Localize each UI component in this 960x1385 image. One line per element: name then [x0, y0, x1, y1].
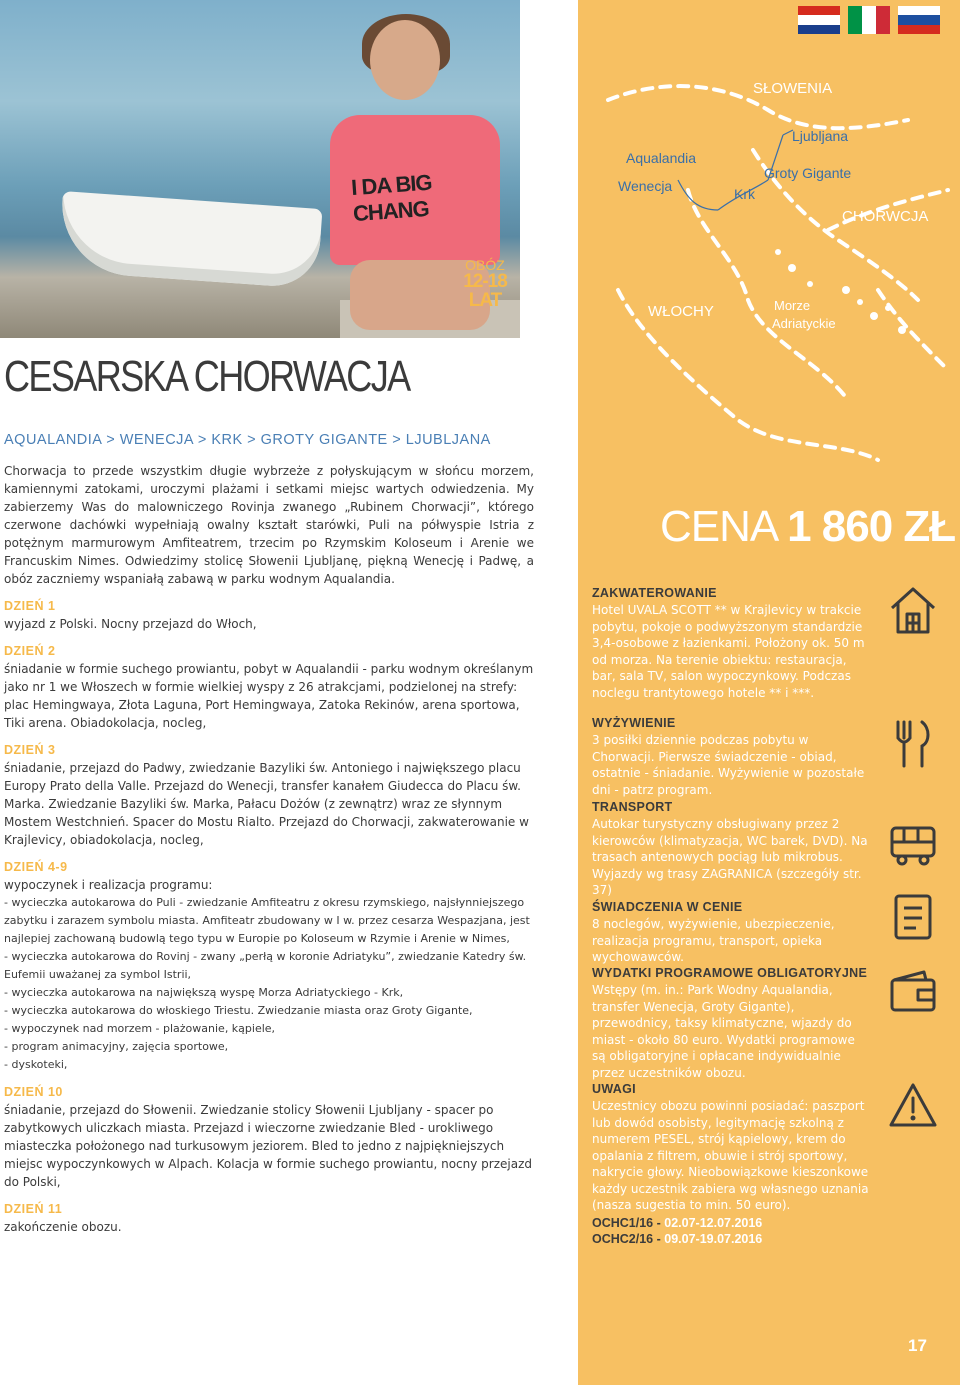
- day-4-9-line: - wycieczka autokarowa do włoskiego Triestu. Zwiedzanie miasta oraz Groty Gigante,: [4, 1004, 473, 1017]
- day-4-9-line: - program animacyjny, zajęcia sportowe,: [4, 1040, 229, 1053]
- day-10-label: DZIEŃ 10: [4, 1085, 63, 1099]
- section-title: ŚWIADCZENIA W CENIE: [592, 900, 743, 914]
- route-line: AQUALANDIA > WENECJA > KRK > GROTY GIGANTE > LJUBLJANA: [4, 432, 491, 448]
- day-11-label: DZIEŃ 11: [4, 1202, 63, 1216]
- section-text: Hotel UVALA SCOTT ** w Krajlevicy w trakcie pobytu, pokoje o podwyższonym standardzie 3,4-osobowe z łazienkami. Położony ok. 50 m od morza. Na terenie obiektu: restauracja, bar, sala TV, salon wypoczynkowy. Podczas noclegu trantytowego hotele ** i ***.: [592, 603, 865, 700]
- checklist-icon: [888, 890, 938, 946]
- slovenia-flag-icon: [898, 6, 940, 34]
- page-title: CESARSKA CHORWACJA: [4, 352, 410, 401]
- page-number: 17: [908, 1336, 927, 1355]
- route-map: [578, 40, 960, 470]
- day-3-text: śniadanie, przejazd do Padwy, zwiedzanie Bazyliki św. Antoniego i największego placu Europy Prato della Valle. Przejazd do Wenecji, transfer kanałem Giudecca do Placu św. Marka. Zwiedzanie Bazyliki św. Marka, Pałacu Dożów (z zewnątrz) wraz ze słynnym Mostem Westchnień. Spacer do Mostu Rialto. Przejazd do Chorwacji, zakwaterowanie w Krajlevicy, obiadokolacja, nocleg,: [4, 761, 529, 847]
- map-label-ljubljana: Ljubljana: [792, 128, 849, 144]
- day-4-9-line: wypoczynek i realizacja programu:: [4, 878, 213, 892]
- fork-knife-icon: [888, 718, 938, 774]
- day-4-9-line: - wycieczka autokarowa na największą wyspę Morza Adriatyckiego - Krk,: [4, 986, 404, 999]
- term-code: OCHC1/16 -: [592, 1216, 665, 1230]
- section-title: ZAKWATEROWANIE: [592, 586, 717, 600]
- price-amount: 1 860 ZŁ: [787, 502, 956, 551]
- section-meals: [592, 716, 872, 798]
- map-label-krk: Krk: [734, 186, 755, 202]
- house-icon: [888, 584, 938, 640]
- italy-flag-icon: [848, 6, 890, 34]
- day-3-label: DZIEŃ 3: [4, 743, 56, 757]
- term-code: OCHC2/16 -: [592, 1232, 665, 1246]
- intro-paragraph: Chorwacja to przede wszystkim długie wybrzeże z połyskującym w słońcu morzem, kamiennymi zatokami, uroczymi plażami i setkami miejsc wartych odwiedzenia. My zabierzemy Was do malowniczego Rovinja zwanego „Rubinem Chorwacji”, którego czerwone dachówki wypełniają owalny kształt starówki, Puli na półwyspie Istria z potężnym marmurowym Amfiteatrem, trzecim po Rzymskim Koloseum i Arenie we Francuskim Nimes. Odwiedzimy stolicę Słowenii Ljubljanę, piękną Wenecję i Padwę, a obóz zaczniemy wspaniałą zabawą w parku wodnym Aqualandia.: [4, 464, 534, 586]
- warning-icon: [888, 1080, 938, 1136]
- day-4-9-label: DZIEŃ 4-9: [4, 860, 68, 874]
- term-dates: 02.07-12.07.2016: [664, 1216, 763, 1230]
- section-text: Autokar turystyczny obsługiwany przez 2 kierowców (klimatyzacja, WC barek, DVD). Na trasach antenowych pociąg lub mikrobus. Wyjazdy wg trasy ZAGRANICA (szczegóły str. 37): [592, 817, 868, 897]
- map-label-groty: Groty Gigante: [764, 165, 852, 181]
- section-accommodation: [592, 586, 872, 701]
- day-4-9-line: - wycieczka autokarowa do Rovinj - zwany „perłą w koronie Adriatyku”, zwiedzanie Katedry św. Eufemii uważanej za symbol Istrii,: [4, 950, 527, 981]
- croatia-flag-icon: [798, 6, 840, 34]
- day-2-label: DZIEŃ 2: [4, 644, 56, 658]
- section-notes: [592, 1082, 872, 1214]
- map-label-croatia: CHORWCJA: [842, 208, 929, 225]
- day-1-text: wyjazd z Polski. Nocny przejazd do Włoch,: [4, 617, 257, 631]
- section-title: UWAGI: [592, 1082, 636, 1096]
- day-1-label: DZIEŃ 1: [4, 599, 56, 613]
- badge-line1: OBÓZ: [465, 257, 505, 273]
- badge-line2: 12-18 LAT: [463, 271, 507, 311]
- section-included: [592, 900, 872, 966]
- day-11-text: zakończenie obozu.: [4, 1220, 122, 1234]
- shirt-print: I DA BIG CHANG: [350, 169, 433, 227]
- section-title: TRANSPORT: [592, 800, 673, 814]
- term-dates: 09.07-19.07.2016: [664, 1232, 763, 1246]
- map-label-aqualandia: Aqualandia: [626, 150, 697, 166]
- section-title: WYDATKI PROGRAMOWE OBLIGATORYJNE: [592, 966, 868, 980]
- day-4-9-line: - wypoczynek nad morzem - plażowanie, kąpiele,: [4, 1022, 276, 1035]
- wallet-icon: [888, 966, 938, 1022]
- map-label-wenecja: Wenecja: [618, 178, 673, 194]
- day-2-text: śniadanie w formie suchego prowiantu, pobyt w Aqualandii - parku wodnym określanym jako nr 1 we Włoszech w formie wielkiej wyspy z 26 atrakcjami, podzielonej na strefy: plac Hemingwaya, Złota Laguna, Port Hemingwaya, Zatoka Rekinów, arena sportowa, Tiki arena. Obiadokolacja, nocleg,: [4, 662, 534, 730]
- boat-image: [58, 191, 323, 289]
- price-prefix: CENA: [660, 502, 776, 551]
- section-text: Uczestnicy obozu powinni posiadać: paszport lub dowód osobisty, legitymację szkolną z numerem PESEL, strój kąpielowy, krem do opalania z filtrem, obuwie i strój sportowy, nakrycie głowy. Nieobowiązkowe kieszonkowe każdy uczestnik zabiera wg własnego uznania (nasza sugestia to min. 50 euro).: [592, 1099, 869, 1212]
- bus-icon: [888, 818, 938, 874]
- day-10-text: śniadanie, przejazd do Słowenii. Zwiedzanie stolicy Słowenii Ljubljany - spacer po zabytkowych uliczkach miasta. Przejazd i wieczorne zwiedzanie Bled - urokliwego miasteczka położonego nad turkusowym jeziorem. Bled to jedno z najpiękniejszych miejsc wypoczynkowych w Alpach. Kolacja w formie suchego prowiantu, nocny przejazd do Polski,: [4, 1103, 532, 1189]
- day-4-9-line: - dyskoteki,: [4, 1058, 68, 1071]
- section-text: 8 noclegów, wyżywienie, ubezpieczenie, realizacja programu, transport, opieka wychowawców.: [592, 917, 835, 964]
- section-mandatory-costs: [592, 966, 872, 1081]
- map-label-sea-2: Adriatyckie: [772, 316, 836, 331]
- map-label-italy: WŁOCHY: [648, 303, 714, 320]
- map-label-slovenia: SŁOWENIA: [753, 80, 833, 97]
- section-text: Wstępy (m. in.: Park Wodny Aqualandia, transfer Wenecja, Groty Gigante), przewodnicy, taksy klimatyczne, wjazdy do miast - około 80 euro. Wydatki programowe są obligatoryjne i opłacane indywidualnie przez uczestników obozu.: [592, 983, 855, 1080]
- program-text: [4, 462, 534, 1236]
- map-label-sea-1: Morze: [774, 298, 811, 313]
- section-text: 3 posiłki dziennie podczas pobytu w Chorwacji. Pierwsze świadczenie - obiad, ostatnie - śniadanie. Wyżywienie w pozostałe dni - patrz program.: [592, 733, 865, 797]
- country-flags: [798, 6, 940, 36]
- age-badge: [455, 258, 515, 310]
- section-transport: [592, 800, 872, 899]
- price: [660, 502, 955, 552]
- section-title: WYŻYWIENIE: [592, 716, 676, 730]
- day-4-9-line: - wycieczka autokarowa do Puli - zwiedzanie Amfiteatru z okresu rzymskiego, najsłynniejszego zabytku i zarazem symbolu miasta. Amfiteatr zbudowany w I w. przez cesarza Wespazjana, jest najlepiej zachowaną budowlą tego typu w Europie po Koloseum w Rzymie i Arenie w Nimes,: [4, 896, 530, 945]
- term-2: [592, 1232, 762, 1246]
- hero-photo: [0, 0, 520, 338]
- map-outline: [578, 40, 960, 470]
- term-1: [592, 1216, 762, 1230]
